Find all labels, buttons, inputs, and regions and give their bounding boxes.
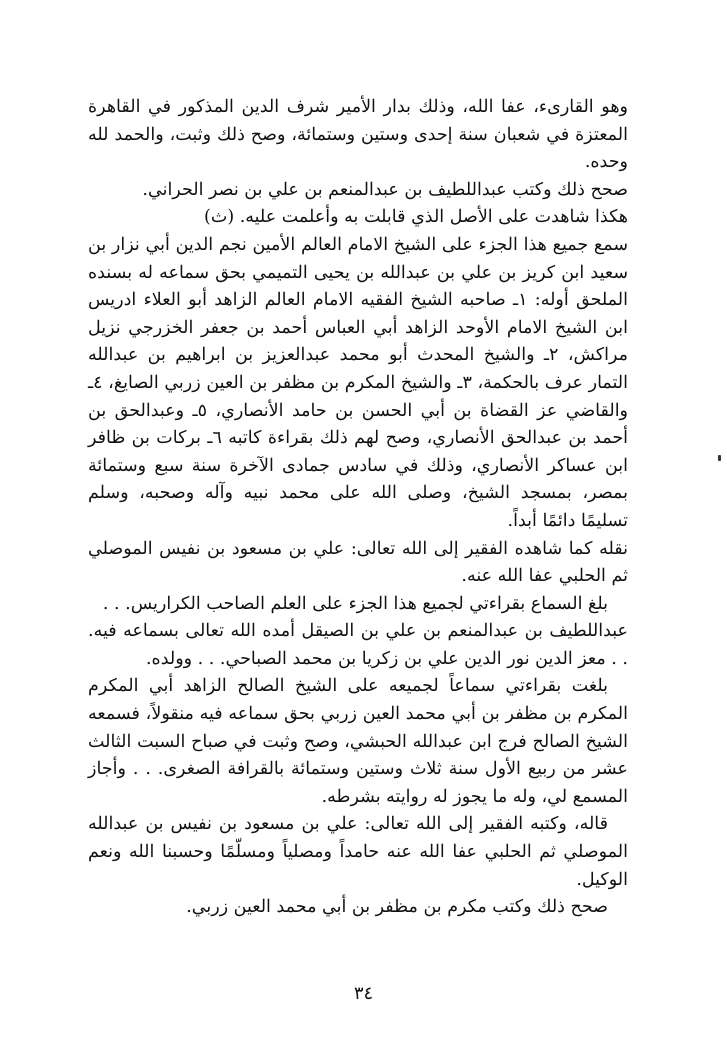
paragraph-reading-completion: بلغ السماع بقراءتي لجميع هذا الجزء على العلم الصاحب الكراريس. . . [102,593,608,614]
paragraph-second-audition: بلغت بقراءتي سماعاً لجميعه على الشيخ الصالح الزاهد أبي المكرم المكرم بن مظفر بن أبي محمد العين زربي بحق سماعه فيه منقولاً، فسمعه الشيخ الصالح فرج ابن عبدالله الحبشي، وصح وثبت في صباح السبت الثالث عشر من ربيع الأول سنة ثلاث وستين وستمائة بالقرافة الصغرى. . . وأجاز المسمع لي، وله ما يجوز له روايته بشرطه. [88,676,628,807]
page-number: ٣٤ [353,983,374,1004]
paragraph-closing-note: وهو القارىء، عفا الله، وذلك بدار الأمير شرف الدين المذكور في القاهرة المعتزة في شعبان سنة إحدى وستين وستمائة، وصح ذلك وثبت، والحمد لله وحده. [88,97,628,173]
text-block [88,94,628,922]
paragraph-signature-ali: قاله، وكتبه الفقير إلى الله تعالى: علي بن مسعود بن نفيس بن عبدالله الموصلي ثم الحلبي عفا الله عنه حامداً ومصلياً ومسلّمًا وحسبنا الله ونعم الوكيل. [88,814,628,890]
paragraph-audition-record: سمع جميع هذا الجزء على الشيخ الامام العالم الأمين نجم الدين أبي نزار بن سعيد ابن كريز بن علي بن عبدالله بن يحيى التميمي بحق سماعه له بسنده الملحق أوله: ١ـ صاحبه الشيخ الفقيه الامام العالم الزاهد أبو العلاء ادريس ابن الشيخ الامام الأوحد الزاهد أبي العباس أحمد بن جعفر الخزرجي نزيل مراكش، ٢ـ والشيخ المحدث أبو محمد عبدالعزيز بن ابراهيم بن عبدالله التمار عرف بالحكمة، ٣ـ والشيخ المكرم بن مظفر بن العين زربي الصايغ، ٤ـ والقاضي عز القضاة بن أبي الحسن بن حامد الأنصاري، ٥ـ وعبدالحق بن أحمد بن عبدالحق الأنصاري، وصح لهم ذلك بقراءة كاتبه ٦ـ بركات بن ظافر ابن عساكر الأنصاري، وذلك في سادس جمادى الآخرة سنة سبع وستمائة بمصر، بمسجد الشيخ، وصلى الله على محمد نبيه وآله وصحبه، وسلم تسليمًا دائمًا أبداً. [88,234,629,531]
margin-mark [718,455,721,461]
paragraph-attestation-abdullatif: صحح ذلك وكتب عبداللطيف بن عبدالمنعم بن علي بن نصر الحراني. [142,179,628,200]
paragraph-verification-note: هكذا شاهدت على الأصل الذي قابلت به وأعلمت عليه. (ث) [204,207,628,228]
paragraph-signature-mukarram: صحح ذلك وكتب مكرم بن مظفر بن أبي محمد العين زربي. [186,897,608,918]
paragraph-copyist-note: نقله كما شاهده الفقير إلى الله تعالى: علي بن مسعود بن نفيس الموصلي ثم الحلبي عفا الله عنه. [88,538,628,587]
paragraph-attendees: عبداللطيف بن عبدالمنعم بن علي بن الصيقل أمده الله تعالى بسماعه فيه. . . معز الدين نور الدين علي بن زكريا بن محمد الصباحي. . . وولده. [88,621,628,669]
